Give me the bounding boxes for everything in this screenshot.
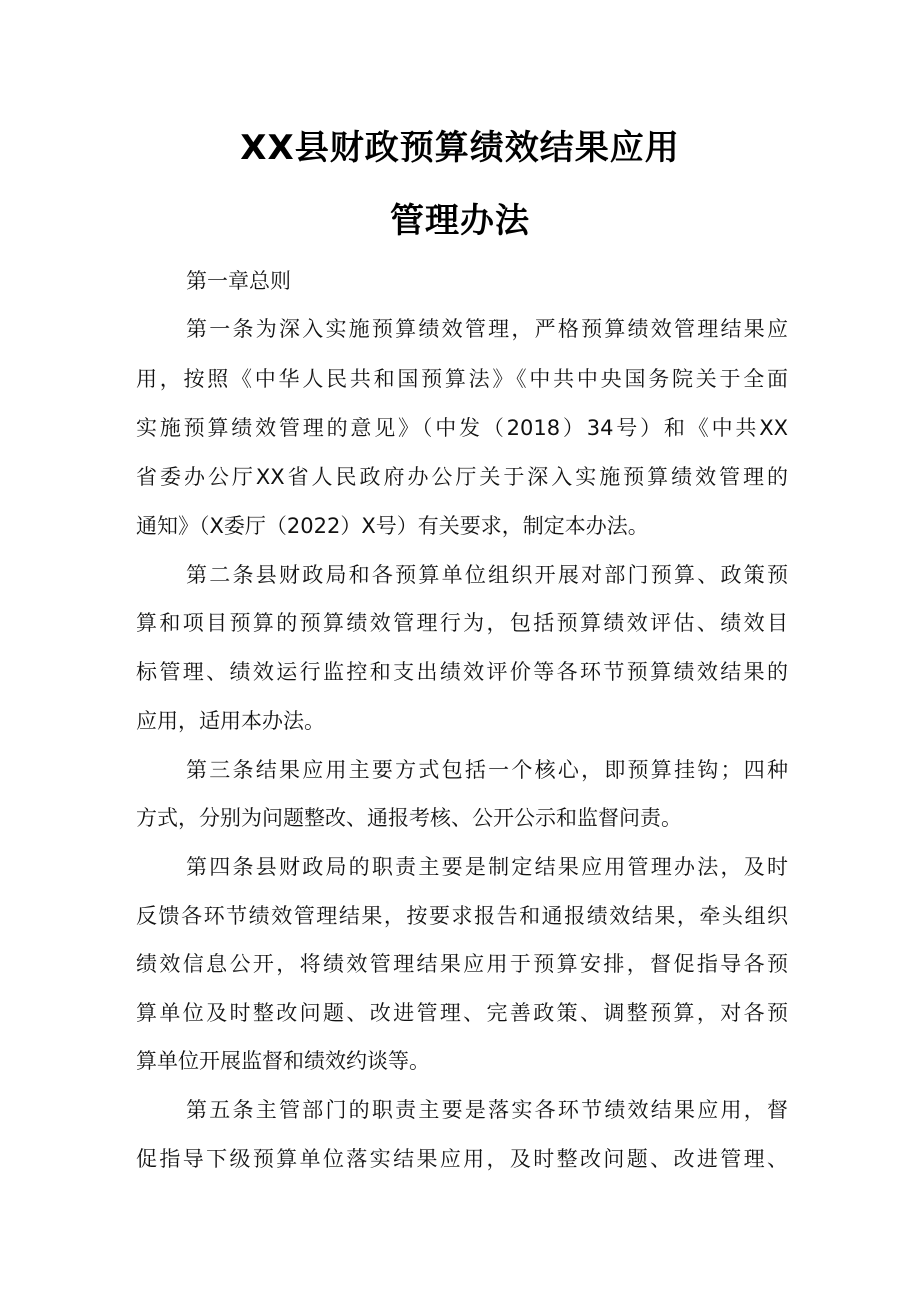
article-1-line-3: 实施预算绩效管理的意见》（中发（2018）34号）和《中共XX xyxy=(136,416,788,440)
article-5-line-2: 促指导下级预算单位落实结果应用，及时整改问题、改进管理、 xyxy=(136,1147,788,1171)
article-3-line-2: 方式，分别为问题整改、通报考核、公开公示和监督问责。 xyxy=(136,806,682,830)
article-1-line-5: 通知》（X委厅（2022）X号）有关要求，制定本办法。 xyxy=(136,514,649,538)
article-4-line-3: 绩效信息公开，将绩效管理结果应用于预算安排，督促指导各预 xyxy=(136,952,788,976)
article-1-line-4: 省委办公厅XX省人民政府办公厅关于深入实施预算绩效管理的 xyxy=(136,465,788,489)
article-2-line-1: 第二条县财政局和各预算单位组织开展对部门预算、政策预 xyxy=(186,563,788,587)
document-title-line-1: XX县财政预算绩效结果应用 xyxy=(240,128,680,168)
document-title-line-2: 管理办法 xyxy=(390,201,530,241)
article-3-line-1: 第三条结果应用主要方式包括一个核心，即预算挂钩；四种 xyxy=(186,758,788,782)
article-4-line-1: 第四条县财政局的职责主要是制定结果应用管理办法，及时 xyxy=(186,855,788,879)
article-1-line-2: 用，按照《中华人民共和国预算法》《中共中央国务院关于全面 xyxy=(136,367,788,391)
article-2-line-4: 应用，适用本办法。 xyxy=(136,709,325,733)
article-2-line-2: 算和项目预算的预算绩效管理行为，包括预算绩效评估、绩效目 xyxy=(136,611,788,635)
article-4-line-2: 反馈各环节绩效管理结果，按要求报告和通报绩效结果，牵头组织 xyxy=(136,904,788,928)
article-1-line-1: 第一条为深入实施预算绩效管理，严格预算绩效管理结果应 xyxy=(186,317,788,341)
article-5-line-1: 第五条主管部门的职责主要是落实各环节绩效结果应用，督 xyxy=(186,1098,788,1122)
chapter-heading: 第一章总则 xyxy=(186,269,291,293)
article-4-line-4: 算单位及时整改问题、改进管理、完善政策、调整预算，对各预 xyxy=(136,1001,788,1025)
article-4-line-5: 算单位开展监督和绩效约谈等。 xyxy=(136,1049,430,1073)
article-2-line-3: 标管理、绩效运行监控和支出绩效评价等各环节预算绩效结果的 xyxy=(136,660,788,684)
